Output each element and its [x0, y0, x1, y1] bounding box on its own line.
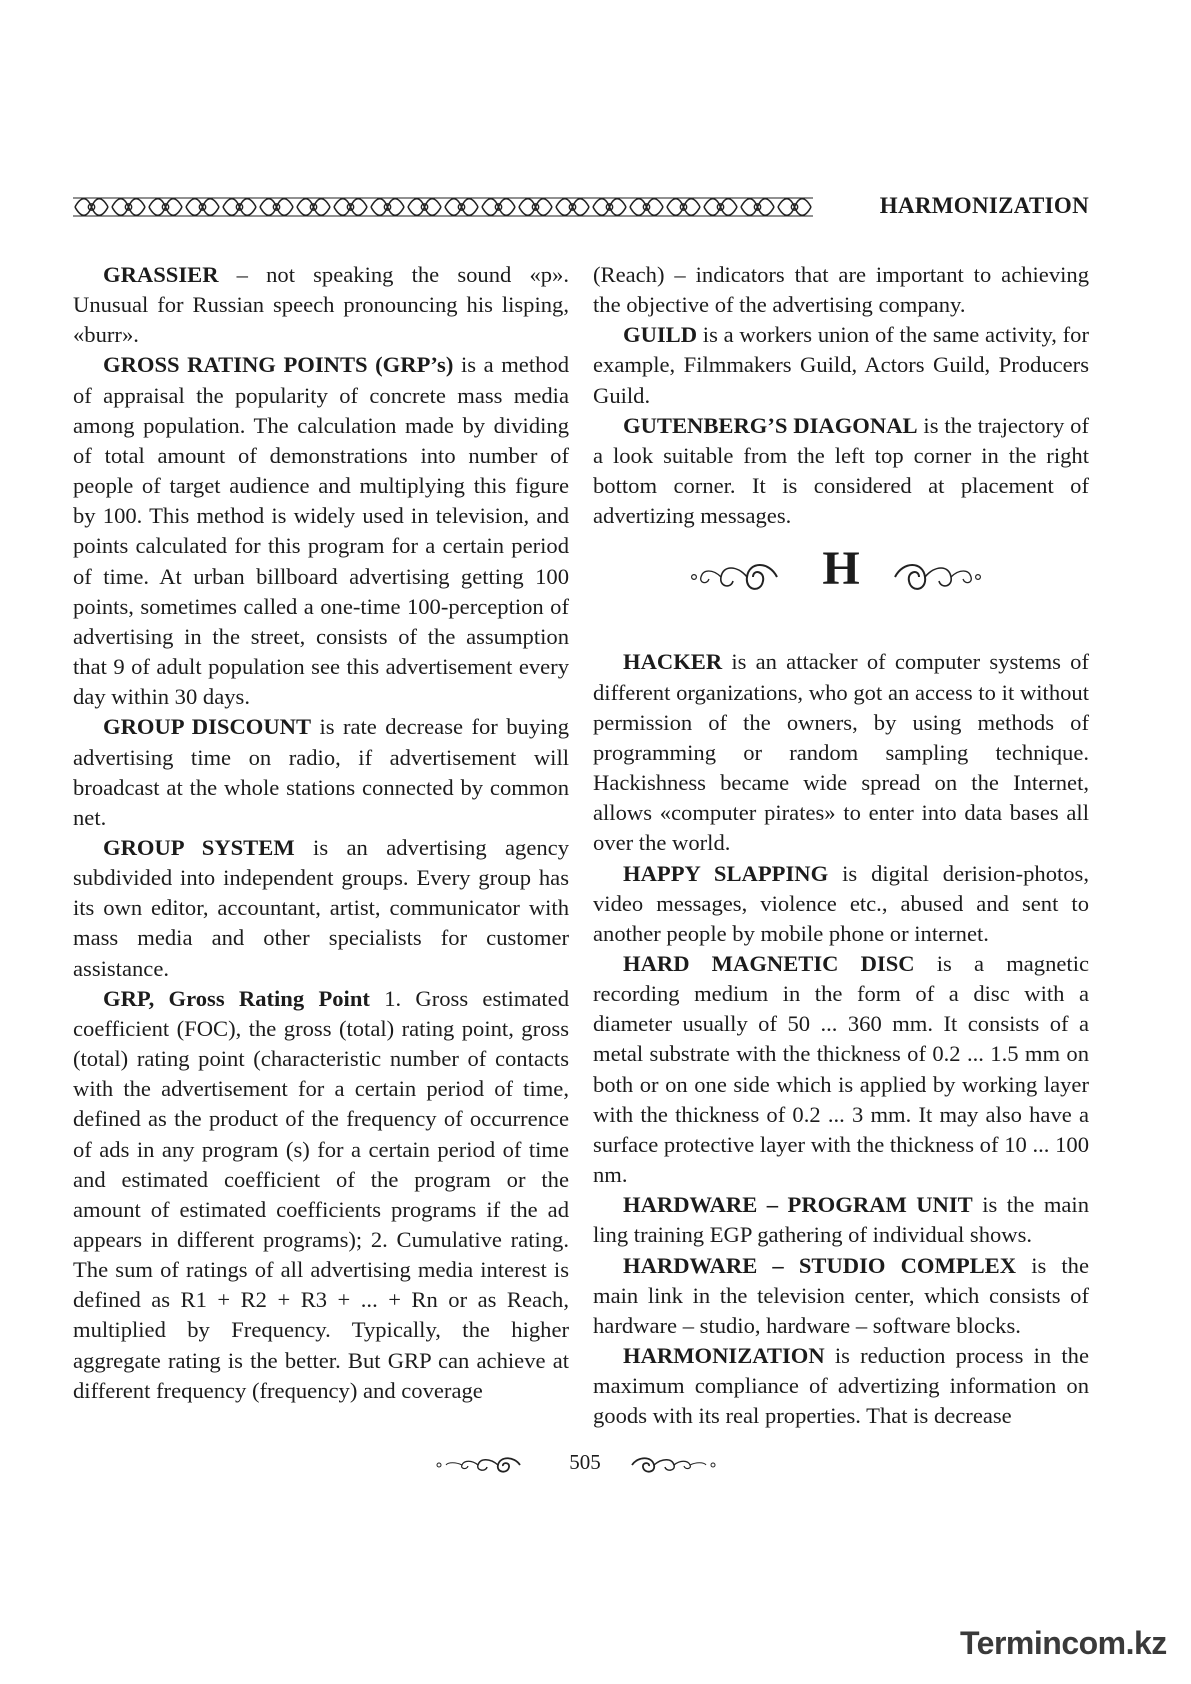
entry-term: GUTENBERG’S DIAGONAL	[623, 412, 918, 438]
entry-continuation	[593, 260, 1089, 320]
entry-term: GROUP SYSTEM	[103, 834, 295, 860]
entry-term: GROSS RATING POINTS (GRP’s)	[103, 352, 454, 378]
entry-definition: is rate decrease for buying advertising time on radio, if advertisement will broadcast at the whole stations connected by common net.	[73, 714, 569, 830]
entry-hardware-studio-complex	[593, 1251, 1089, 1341]
entry-grp	[73, 984, 569, 1406]
section-letter: H	[822, 542, 860, 596]
entry-definition: is an advertising agency subdivided into independent groups. Every group has its own editor, accountant, artist, communicator with mass media and other specialists for customer assistance.	[73, 834, 569, 981]
entry-happy-slapping	[593, 859, 1089, 949]
entry-term: HARMONIZATION	[623, 1343, 825, 1368]
entry-hacker	[593, 647, 1089, 858]
footer-ornament-right-icon	[630, 1454, 722, 1476]
entry-guild	[593, 320, 1089, 410]
entry-term: HARDWARE – PROGRAM UNIT	[623, 1192, 973, 1218]
footer-ornament-left-icon	[430, 1454, 522, 1476]
entry-grassier	[73, 260, 569, 350]
page-number: 505	[569, 1450, 601, 1474]
entry-group-discount	[73, 712, 569, 833]
entry-term: HAPPY SLAPPING	[623, 860, 829, 886]
section-divider	[593, 531, 1089, 647]
entry-term: HACKER	[623, 649, 723, 675]
entry-term: HARDWARE – STUDIO COMPLEX	[623, 1252, 1017, 1278]
entry-harmonization	[593, 1341, 1089, 1431]
page-header	[73, 192, 1089, 222]
entry-definition: is the trajectory of a look suitable from the left top corner in the right bottom corner. It is considered at placement of advertizing messages.	[593, 412, 1089, 529]
running-head: HARMONIZATION	[879, 193, 1089, 218]
entry-definition: – not speaking the sound «p». Unusual for Russian speech pronouncing his lisping, «burr».	[73, 262, 569, 348]
entry-definition: is an attacker of computer systems of different organizations, who got an access to it without permission of the owners, by using methods of programming or random sampling technique. Hackishness became wide spread on the Internet, allows «computer pirates» to enter into data bases all over the world.	[593, 649, 1089, 856]
entry-definition: 1. Gross estimated coefficient (FOC), the gross (total) rating point, gross (total) rating point (characteristic number of contacts with the advertisement for a certain period of time, defined as the product of the frequency of occurrence of ads in any program (s) for a certain period of time and estimated coefficient of the program or the amount of estimated coefficients programs if the ad appears in different programs); 2. Cumulative rating. The sum of ratings of all advertising media interest is defined as R1 + R2 + R3 + ... + Rn or as Reach, multiplied by Frequency. Typically, the higher aggregate rating is the better. But GRP can achieve at different frequency (frequency) and coverage	[73, 985, 569, 1403]
entry-gutenbergs-diagonal	[593, 411, 1089, 532]
entry-group-system	[73, 833, 569, 984]
entry-definition: is a workers union of the same activity, for example, Filmmakers Guild, Actors Guild, Producers Guild.	[593, 322, 1089, 408]
entry-definition: is a magnetic recording medium in the form of a disc with a diameter usually of 50 ... 360 mm. It consists of a metal substrate with the thickness of 0.2 ... 1.5 mm on both or on one side which is applied by working layer with the thickness of 0.2 ... 3 mm. It may also have a surface protective layer with the thickness of 10 ... 100 nm.	[593, 950, 1090, 1188]
entry-term: GRASSIER	[103, 262, 219, 287]
page-footer	[430, 1450, 730, 1480]
entry-definition: is digital derision-photos, video messages, violence etc., abused and sent to another people by mobile phone or internet.	[593, 860, 1090, 946]
entry-definition: is the main link in the television center, which consists of hardware – studio, hardware – software blocks.	[593, 1252, 1089, 1338]
scroll-ornament-right-icon	[893, 555, 983, 599]
entry-definition: is the main ling training EGP gathering of individual shows.	[593, 1192, 1090, 1248]
entry-term: GROUP DISCOUNT	[103, 714, 312, 740]
entry-hardware-program-unit	[593, 1190, 1089, 1250]
entry-definition: (Reach) – indicators that are important to achieving the objective of the advertising company.	[593, 262, 1089, 318]
entry-definition: is reduction process in the maximum compliance of advertizing information on goods with its real properties. That is decrease	[593, 1343, 1089, 1429]
site-watermark: Termincom.kz	[960, 1625, 1167, 1661]
entry-term: GUILD	[623, 322, 698, 348]
entry-gross-rating-points	[73, 350, 569, 712]
right-column	[593, 260, 1089, 1431]
entry-hard-magnetic-disc	[593, 949, 1089, 1190]
entry-term: HARD MAGNETIC DISC	[623, 950, 915, 976]
decorative-band-icon	[73, 194, 813, 220]
left-column	[73, 260, 569, 1406]
entry-term: GRP, Gross Rating Point	[103, 985, 370, 1011]
entry-definition: is a method of appraisal the popularity of concrete mass media among population. The calculation made by dividing of total amount of demonstrations into number of people of target audience and multiplying this figure by 100. This method is widely used in television, and points calculated for this program for a certain period of time. At urban billboard advertising getting 100 points, sometimes called a one-time 100-perception of advertising in the street, consists of the assumption that 9 of adult population see this advertisement every day within 30 days.	[73, 352, 569, 710]
